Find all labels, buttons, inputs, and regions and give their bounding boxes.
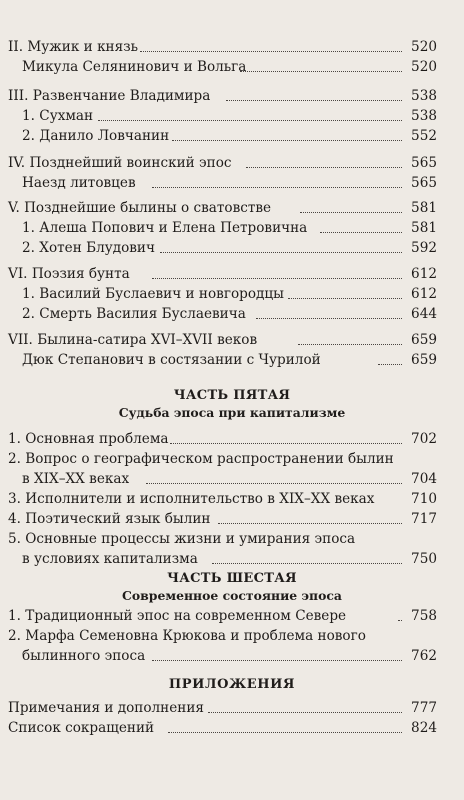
toc-entry-title: III. Развенчание Владимира — [8, 88, 211, 104]
toc-entry-page: 538 — [411, 108, 437, 124]
toc-entry-title: 2. Смерть Василия Буслаевича — [22, 306, 246, 322]
dot-leader — [146, 483, 402, 484]
toc-entry — [0, 238, 464, 258]
toc-entry — [0, 218, 464, 238]
dot-leader — [218, 523, 402, 524]
toc-entry-page: 565 — [411, 155, 437, 171]
toc-entry-page: 592 — [411, 240, 437, 256]
toc-entry — [0, 549, 464, 569]
toc-entry-page: 520 — [411, 59, 437, 75]
dot-leader — [300, 212, 402, 213]
toc-entry-page: 612 — [411, 266, 437, 282]
toc-entry-title: в XIX–XX веках — [22, 471, 130, 487]
dot-leader — [170, 443, 402, 444]
toc-entry — [0, 173, 464, 193]
toc-entry — [0, 646, 464, 666]
dot-leader — [246, 167, 402, 168]
toc-entry-title: 3. Исполнители и исполнительство в XIX–XX веках — [8, 491, 375, 507]
toc-entry-page: 565 — [411, 175, 437, 191]
part-heading: ЧАСТЬ ШЕСТАЯ — [167, 571, 297, 586]
part-title: Современное состояние эпоса — [122, 588, 342, 603]
toc-entry — [0, 264, 464, 284]
dot-leader — [140, 51, 402, 52]
toc-entry — [0, 429, 464, 449]
toc-entry-title: II. Мужик и князь — [8, 39, 139, 55]
toc-entry-page: 538 — [411, 88, 437, 104]
toc-entry-page: 520 — [411, 39, 437, 55]
toc-entry — [0, 198, 464, 218]
part-heading: ЧАСТЬ ПЯТАЯ — [173, 388, 291, 403]
toc-entry-title: Дюк Степанович в состязании с Чурилой — [22, 352, 321, 368]
toc-entry — [0, 469, 464, 489]
part-title: Судьба эпоса при капитализме — [118, 405, 346, 420]
toc-entry-title: 4. Поэтический язык былин — [8, 511, 211, 527]
toc-entry-title: Наезд литовцев — [22, 175, 136, 191]
toc-entry — [0, 529, 464, 549]
toc-entry — [0, 330, 464, 350]
toc-entry — [0, 126, 464, 146]
toc-entry-title: 1. Основная проблема — [8, 431, 169, 447]
toc-entry — [0, 626, 464, 646]
toc-entry — [0, 153, 464, 173]
toc-entry-page: 612 — [411, 286, 437, 302]
toc-entry — [0, 449, 464, 469]
dot-leader — [168, 732, 402, 733]
dot-leader — [378, 364, 402, 365]
toc-entry — [0, 698, 464, 718]
toc-entry — [0, 37, 464, 57]
toc-entry-title: Примечания и дополнения — [8, 700, 204, 716]
dot-leader — [212, 563, 402, 564]
toc-entry-title: VII. Былина-сатира XVI–XVII веков — [8, 332, 258, 348]
toc-entry-page: 659 — [411, 332, 437, 348]
toc-entry-page: 704 — [411, 471, 437, 487]
toc-entry-page: 777 — [411, 700, 437, 716]
toc-entry — [0, 304, 464, 324]
dot-leader — [256, 318, 402, 319]
toc-entry-page: 717 — [411, 511, 437, 527]
toc-entry — [0, 284, 464, 304]
dot-leader — [98, 120, 402, 121]
dot-leader — [152, 187, 402, 188]
dot-leader — [226, 100, 402, 101]
dot-leader — [160, 252, 402, 253]
dot-leader — [240, 71, 402, 72]
dot-leader — [208, 712, 402, 713]
toc-entry — [0, 57, 464, 77]
toc-entry-title: Микула Селянинович и Вольга — [22, 59, 247, 75]
toc-entry-page: 552 — [411, 128, 437, 144]
toc-entry-page: 824 — [411, 720, 437, 736]
toc-entry-page: 659 — [411, 352, 437, 368]
toc-entry-title: 2. Марфа Семеновна Крюкова и проблема нового — [8, 628, 366, 644]
toc-entry-page: 758 — [411, 608, 437, 624]
toc-entry-title: в условиях капитализма — [22, 551, 198, 567]
toc-entry-title: 1. Алеша Попович и Елена Петровична — [22, 220, 308, 236]
toc-entry-title: 5. Основные процессы жизни и умирания эпоса — [8, 531, 356, 547]
toc-entry-title: V. Позднейшие былины о сватовстве — [8, 200, 272, 216]
toc-entry-title: IV. Позднейший воинский эпос — [8, 155, 232, 171]
toc-entry — [0, 509, 464, 529]
dot-leader — [172, 140, 402, 141]
toc-entry-title: былинного эпоса — [22, 648, 146, 664]
toc-entry-title: Список сокращений — [8, 720, 155, 736]
dot-leader — [398, 620, 402, 621]
toc-entry-title: 1. Василий Буслаевич и новгородцы — [22, 286, 284, 302]
toc-entry — [0, 489, 464, 509]
toc-entry-page: 750 — [411, 551, 437, 567]
toc-entry-page: 702 — [411, 431, 437, 447]
toc-entry — [0, 106, 464, 126]
toc-entry-title: 1. Сухман — [22, 108, 94, 124]
dot-leader — [288, 298, 402, 299]
toc-entry — [0, 350, 464, 370]
dot-leader — [298, 344, 402, 345]
dot-leader — [152, 278, 402, 279]
toc-entry-title: 1. Традиционный эпос на современном Севере — [8, 608, 347, 624]
dot-leader — [152, 660, 402, 661]
toc-entry — [0, 718, 464, 738]
toc-entry-page: 581 — [411, 220, 437, 236]
toc-entry-page: 644 — [411, 306, 437, 322]
toc-entry-page: 762 — [411, 648, 437, 664]
toc-entry-title: 2. Хотен Блудович — [22, 240, 155, 256]
toc-entry-page: 581 — [411, 200, 437, 216]
toc-entry-title: VI. Поэзия бунта — [8, 266, 130, 282]
toc-entry — [0, 86, 464, 106]
toc-entry-title: 2. Данило Ловчанин — [22, 128, 170, 144]
toc-entry-page: 710 — [411, 491, 437, 507]
appendix-heading: ПРИЛОЖЕНИЯ — [168, 677, 296, 692]
toc-entry — [0, 606, 464, 626]
toc-entry-title: 2. Вопрос о географическом распространении былин — [8, 451, 394, 467]
dot-leader — [320, 232, 402, 233]
